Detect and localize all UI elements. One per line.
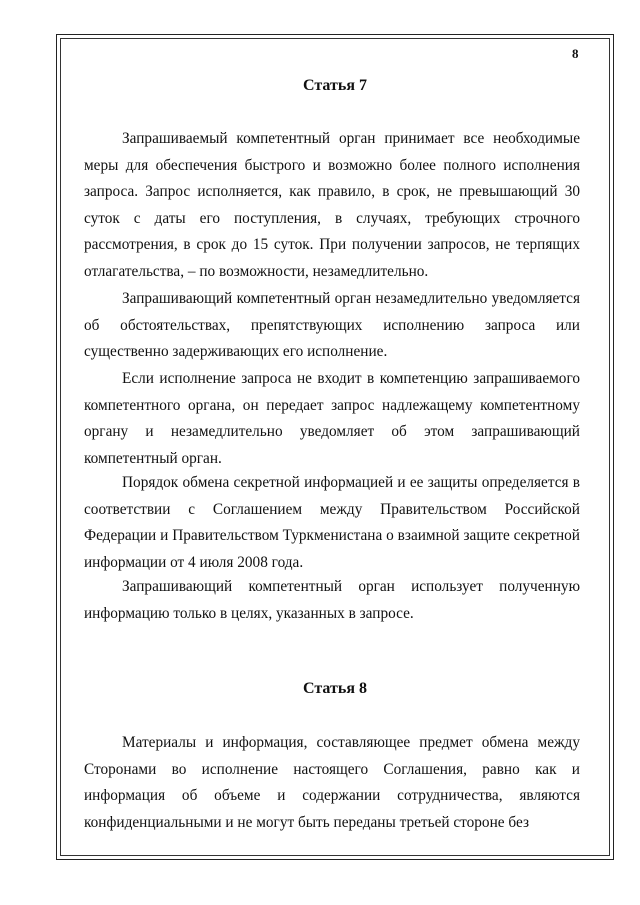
article-7-title: Статья 7 [303,77,367,94]
article-7-paragraph-4: Порядок обмена секретной информацией и ее защиты определяется в соответствии с Соглашением между Правительством Российской Федерации и Правительством Туркменистана о взаимной защите секретной информации от 4 июля 2008 года. [84,474,580,571]
page-number: 8 [572,46,579,61]
article-7-paragraph-3: Если исполнение запроса не входит в компетенцию запрашиваемого компетентного органа, он передает запрос надлежащему компетентному органу и незамедлительно уведомляет об этом запрашивающий компетентный орган. [84,370,580,467]
article-7-paragraph-2: Запрашивающий компетентный орган незамедлительно уведомляется об обстоятельствах, препятствующих исполнению запроса или существенно задерживающих его исполнение. [84,290,580,361]
article-7-paragraph-5: Запрашивающий компетентный орган использует полученную информацию только в целях, указанных в запросе. [84,578,580,622]
article-7-paragraph-1: Запрашиваемый компетентный орган принимает все необходимые меры для обеспечения быстрого и возможно более полного исполнения запроса. Запрос исполняется, как правило, в срок, не превышающий 30 суток с даты его поступления, в случаях, требующих строчного рассмотрения, в срок до 15 суток. При получении запросов, не терпящих отлагательства, – по возможности, незамедлительно. [84,130,580,280]
article-8-title: Статья 8 [303,680,367,697]
article-8-paragraph-1: Материалы и информация, составляющее предмет обмена между Сторонами во исполнение настоящего Соглашения, равно как и информация об объеме и содержании сотрудничества, являются конфиденциальными и не могут быть переданы третьей стороне без [84,734,580,831]
